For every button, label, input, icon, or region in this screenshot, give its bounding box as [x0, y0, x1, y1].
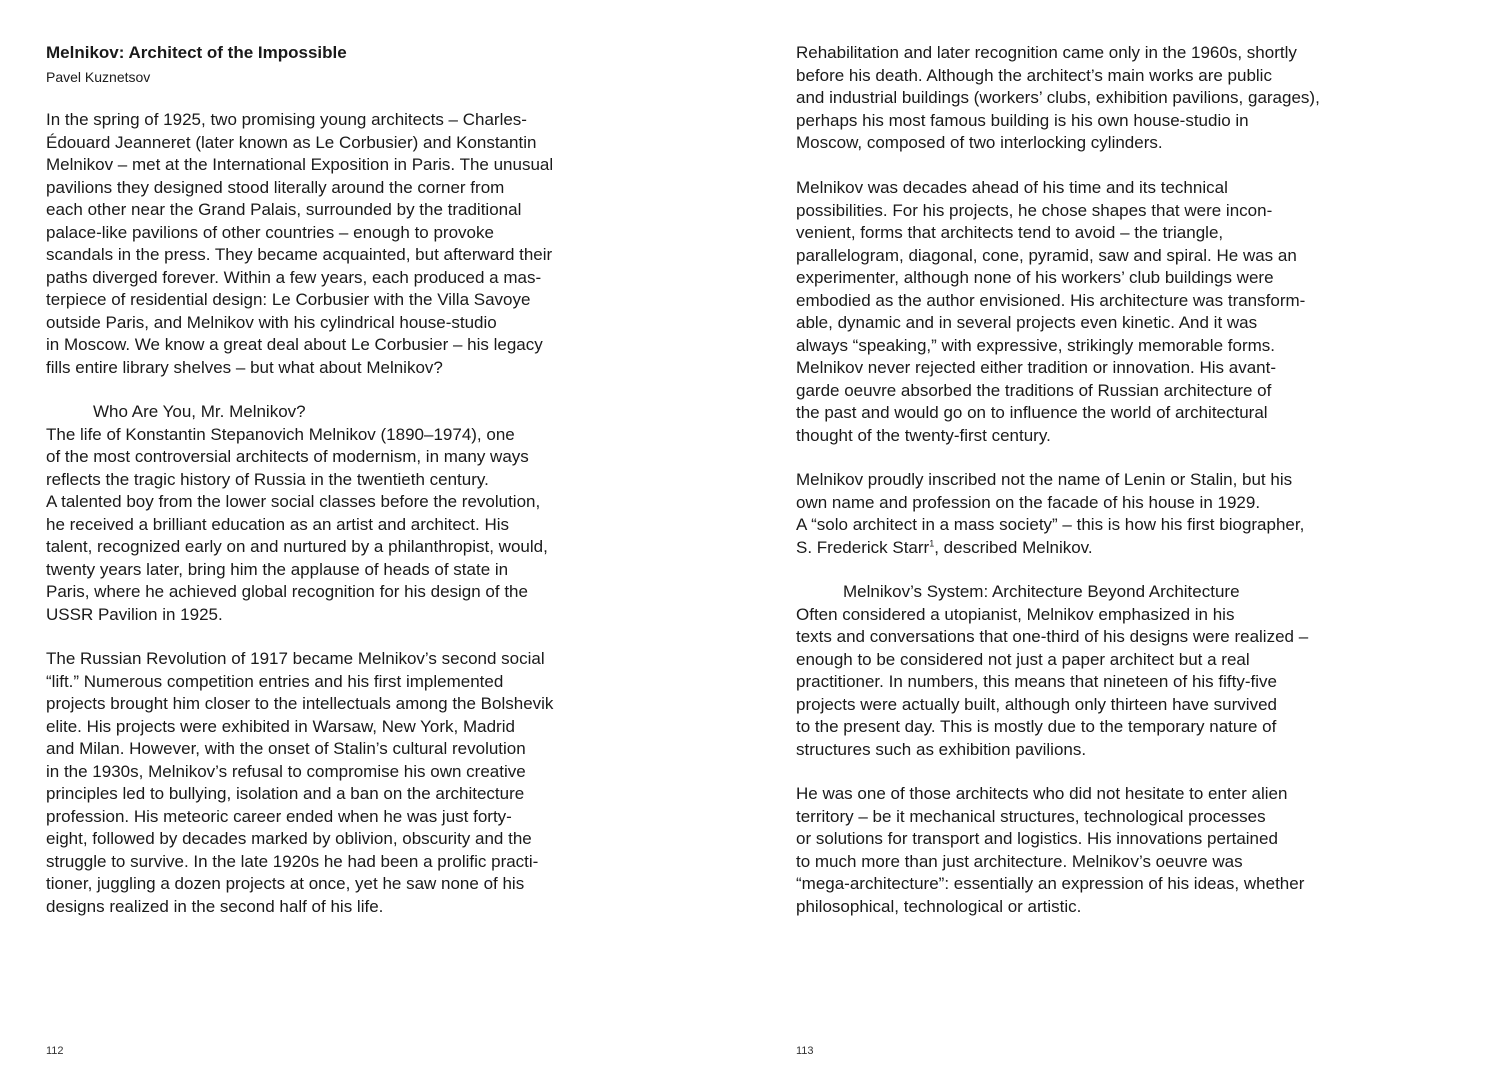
starr-name: S. Frederick Starr: [796, 537, 930, 557]
revolution-paragraph: [46, 648, 553, 918]
text-line: to much more than just architecture. Melnikov’s oeuvre was: [796, 851, 1243, 871]
intro-paragraph: [46, 109, 553, 379]
text-line: practitioner. In numbers, this means that nineteen of his fifty-five: [796, 672, 1277, 691]
text-line: fills entire library shelves – but what about Melnikov?: [46, 357, 443, 377]
text-line: always “speaking,” with expressive, strikingly memorable forms.: [796, 335, 1275, 355]
text-line: parallelogram, diagonal, cone, pyramid, saw and spiral. He was an: [796, 245, 1297, 265]
text-line-end: , described Melnikov.: [934, 537, 1093, 557]
text-line: The Russian Revolution of 1917 became Melnikov’s second social: [46, 649, 545, 668]
text-line: philosophical, technological or artistic.: [796, 896, 1082, 916]
text-line: experimenter, although none of his workers’ club buildings were: [796, 268, 1274, 287]
text-line: enough to be considered not just a paper architect but a real: [796, 649, 1250, 669]
text-line: each other near the Grand Palais, surrounded by the traditional: [46, 200, 522, 219]
text-line: “mega-architecture”: essentially an expression of his ideas, whether: [796, 874, 1305, 893]
text-line: palace-like pavilions of other countries – enough to provoke: [46, 222, 494, 242]
text-line: twenty years later, bring him the applause of heads of state in: [46, 559, 509, 579]
inscription-paragraph: [796, 469, 1304, 559]
text-line: or solutions for transport and logistics. His innovations pertained: [796, 829, 1278, 848]
text-line: pavilions they designed stood literally around the corner from: [46, 177, 505, 197]
text-line: before his death. Although the architect’s main works are public: [796, 65, 1272, 85]
text-line: profession. His meteoric career ended when he was just forty-: [46, 806, 512, 826]
text-line: texts and conversations that one-third of his designs were realized –: [796, 627, 1309, 646]
text-line: principles led to bullying, isolation and a ban on the architecture: [46, 784, 525, 803]
text-line: A “solo architect in a mass society” – this is how his first biographer,: [796, 515, 1305, 534]
rehabilitation-paragraph: [796, 42, 1320, 155]
text-line: in Moscow. We know a great deal about Le Corbusier – his legacy: [46, 335, 543, 354]
text-line: A talented boy from the lower social classes before the revolution,: [46, 492, 541, 511]
text-line: Édouard Jeanneret (later known as Le Corbusier) and Konstantin: [46, 132, 537, 152]
text-line: territory – be it mechanical structures, technological processes: [796, 806, 1266, 826]
text-line: venient, forms that architects tend to avoid – the triangle,: [796, 223, 1224, 242]
text-line: in the 1930s, Melnikov’s refusal to compromise his own creative: [46, 761, 526, 781]
text-line: struggle to survive. In the late 1920s he had been a prolific practi-: [46, 851, 539, 871]
text-line: elite. His projects were exhibited in Warsaw, New York, Madrid: [46, 716, 515, 736]
article-title: Melnikov: Architect of the Impossible: [46, 43, 347, 62]
footnote-marker[interactable]: 1: [929, 537, 935, 548]
text-line: talent, recognized early on and nurtured by a philanthropist, would,: [46, 537, 548, 556]
text-line: Rehabilitation and later recognition came only in the 1960s, shortly: [796, 43, 1297, 62]
alien-territory-paragraph: [796, 783, 1304, 918]
page-number-left: 112: [46, 1045, 64, 1057]
text-line: reflects the tragic history of Russia in the twentieth century.: [46, 469, 489, 489]
section-system: [796, 581, 1308, 761]
text-line: and Milan. However, with the onset of Stalin’s cultural revolution: [46, 739, 526, 758]
text-line: and industrial buildings (workers’ clubs, exhibition pavilions, garages),: [796, 88, 1320, 107]
text-line: the past and would go on to influence the world of architectural: [796, 403, 1268, 422]
text-line: structures such as exhibition pavilions.: [796, 739, 1087, 759]
text-line: [796, 537, 1304, 560]
text-line: Moscow, composed of two interlocking cylinders.: [796, 133, 1163, 152]
text-line: Melnikov proudly inscribed not the name of Lenin or Stalin, but his: [796, 470, 1293, 489]
text-line: In the spring of 1925, two promising young architects – Charles-: [46, 110, 527, 129]
article-author: Pavel Kuznetsov: [46, 69, 151, 85]
text-line: “lift.” Numerous competition entries and his first implemented: [46, 671, 504, 691]
text-line: projects were actually built, although only thirteen have survived: [796, 694, 1277, 714]
ahead-of-time-paragraph: [796, 177, 1305, 447]
section-who-are-you: [46, 401, 548, 626]
text-line: tioner, juggling a dozen projects at once, yet he saw none of his: [46, 874, 525, 893]
section-subheading: Melnikov’s System: Architecture Beyond Architecture: [843, 582, 1240, 601]
text-line: embodied as the author envisioned. His architecture was transform-: [796, 290, 1306, 310]
text-line: He was one of those architects who did not hesitate to enter alien: [796, 784, 1288, 803]
text-line: Paris, where he achieved global recognition for his design of the: [46, 582, 528, 601]
text-line: own name and profession on the facade of his house in 1929.: [796, 492, 1261, 512]
text-line: designs realized in the second half of his life.: [46, 896, 384, 916]
text-line: garde oeuvre absorbed the traditions of Russian architecture of: [796, 380, 1272, 400]
text-line: projects brought him closer to the intellectuals among the Bolshevik: [46, 694, 554, 713]
text-line: of the most controversial architects of modernism, in many ways: [46, 447, 529, 466]
text-line: eight, followed by decades marked by oblivion, obscurity and the: [46, 829, 532, 848]
text-line: The life of Konstantin Stepanovich Melnikov (1890–1974), one: [46, 424, 515, 444]
text-line: Melnikov never rejected either tradition or innovation. His avant-: [796, 358, 1277, 377]
text-line: outside Paris, and Melnikov with his cylindrical house-studio: [46, 312, 497, 332]
text-line: to the present day. This is mostly due to the temporary nature of: [796, 717, 1277, 736]
text-line: Melnikov was decades ahead of his time and its technical: [796, 178, 1228, 197]
text-line: possibilities. For his projects, he chose shapes that were incon-: [796, 200, 1273, 220]
text-line: scandals in the press. They became acquainted, but afterward their: [46, 245, 553, 264]
text-line: perhaps his most famous building is his own house-studio in: [796, 110, 1249, 130]
text-line: he received a brilliant education as an artist and architect. His: [46, 514, 510, 534]
text-line: USSR Pavilion in 1925.: [46, 604, 223, 624]
section-subheading: Who Are You, Mr. Melnikov?: [93, 402, 306, 421]
text-line: Often considered a utopianist, Melnikov emphasized in his: [796, 604, 1235, 624]
text-line: thought of the twenty-first century.: [796, 425, 1051, 445]
text-line: Melnikov – met at the International Exposition in Paris. The unusual: [46, 155, 554, 174]
text-line: paths diverged forever. Within a few years, each produced a mas-: [46, 267, 542, 287]
text-line: able, dynamic and in several projects even kinetic. And it was: [796, 313, 1258, 332]
text-line: terpiece of residential design: Le Corbusier with the Villa Savoye: [46, 290, 531, 309]
page-number-right: 113: [796, 1045, 814, 1057]
